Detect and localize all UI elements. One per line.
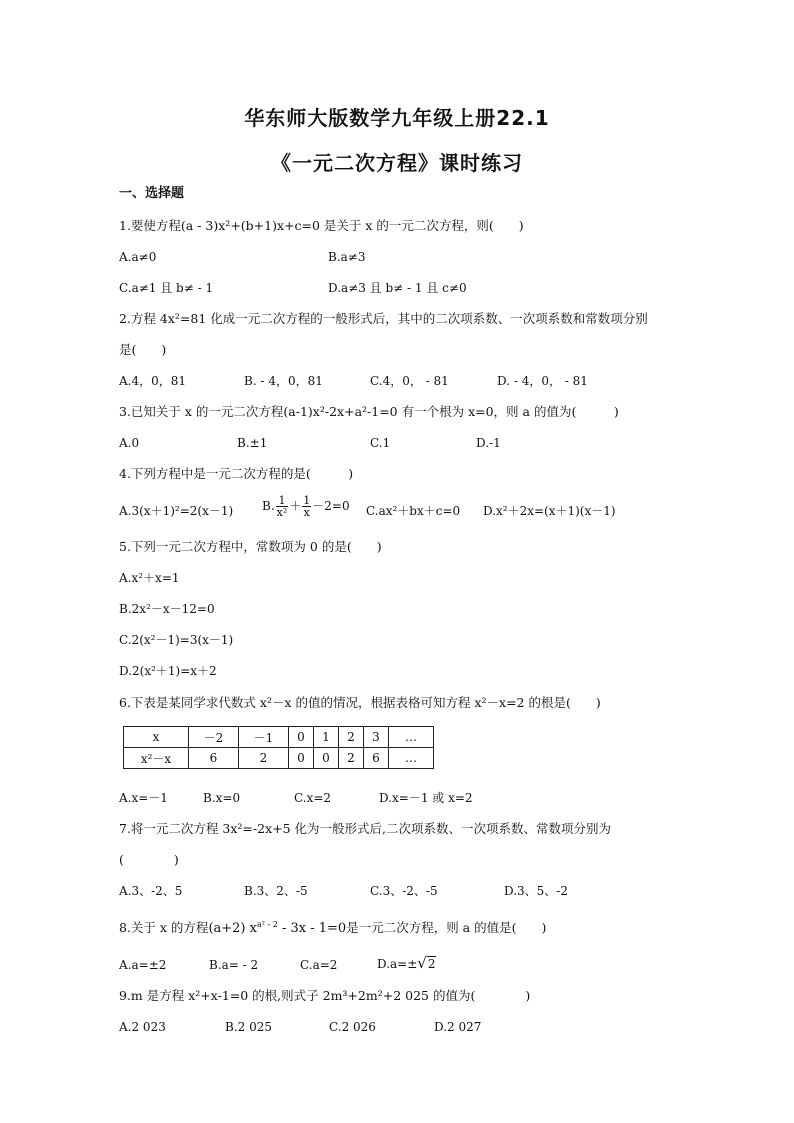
worksheet-title-line2: 《一元二次方程》课时练习 [271,151,523,175]
table-cell: … [389,727,434,748]
question-3-option-a: A.0 [119,436,140,450]
equation-exponent: a² - 2 [256,920,278,929]
question-5-option-c: C.2(x²－1)=3(x－1) [119,633,234,647]
table-cell: 3 [364,727,389,748]
question-5-option-b: B.2x²－x－12=0 [119,602,215,616]
question-8-option-d-prefix: D.a=± [377,957,418,971]
question-8-stem [119,920,546,937]
question-9-option-c: C.2 026 [329,1020,376,1034]
question-5-stem: 5.下列一元二次方程中，常数项为 0 的是( ) [119,539,382,554]
table-cell: 0 [289,727,314,748]
question-8-equation [208,921,346,936]
fraction-1-over-x [302,495,311,518]
question-8-option-a: A.a=±2 [119,958,167,972]
fraction-1-over-x-squared [276,495,289,518]
square-root-symbol: √ [417,954,427,972]
plus-sign: ＋ [289,499,302,513]
question-4-option-d: D.x²＋2x=(x＋1)(x－1) [483,504,616,518]
section-heading: 一、选择题 [119,186,185,201]
fraction-denominator: x [303,506,310,519]
question-7-stem-line1: 7.将一元二次方程 3x²=-2x+5 化为一般形式后,二次项系数、一次项系数、常数项分别为 [119,821,611,836]
table-cell: 6 [364,748,389,769]
question-1-stem: 1.要使方程(a - 3)x²+(b+1)x+c=0 是关于 x 的一元二次方程，则( ) [119,218,524,233]
question-7-option-d: D.3、5、-2 [504,884,568,898]
question-2-option-c: C.4，0， - 81 [370,374,449,388]
table-cell: 2 [339,748,364,769]
question-9-stem: 9.m 是方程 x²+x-1=0 的根,则式子 2m³+2m²+2 025 的值为( ) [119,988,531,1003]
fraction-numerator: 1 [303,494,311,507]
question-4-option-b-suffix: －2=0 [312,499,350,513]
question-5-option-a: A.x²＋x=1 [119,571,180,585]
question-8-option-c: C.a=2 [300,958,338,972]
question-7-option-a: A.3、-2、5 [119,884,183,898]
table-cell: －1 [239,727,289,748]
question-9-option-b: B.2 025 [225,1020,272,1034]
question-2-option-b: B. - 4，0，81 [244,374,323,388]
question-6-option-a: A.x=－1 [119,791,168,805]
question-1-option-a: A.a≠0 [119,250,157,264]
question-2-option-a: A.4，0，81 [119,374,187,388]
fraction-numerator: 1 [276,495,289,507]
question-8-stem-suffix: 是一元二次方程，则 a 的值是( ) [346,920,547,935]
question-9-option-a: A.2 023 [119,1020,166,1034]
table-cell: x²－x [124,748,189,769]
value-table [123,726,434,769]
question-7-stem-line2: ( ) [119,852,179,867]
question-8-option-d [377,955,436,972]
question-6-option-c: C.x=2 [294,791,332,805]
question-5-option-d: D.2(x²＋1)=x＋2 [119,664,217,678]
question-2-option-d: D. - 4，0， - 81 [497,374,588,388]
question-7-option-c: C.3、-2、-5 [370,884,438,898]
question-8-option-b: B.a= - 2 [209,958,259,972]
question-1-option-b: B.a≠3 [328,250,366,264]
question-4-stem: 4.下列方程中是一元二次方程的是( ) [119,466,354,481]
table-cell: x [124,727,189,748]
table-row [124,727,434,748]
question-4-option-a: A.3(x＋1)²=2(x－1) [119,504,234,518]
question-3-option-c: C.1 [370,436,391,450]
table-cell: 2 [239,748,289,769]
question-7-option-b: B.3、2、-5 [244,884,308,898]
question-3-option-b: B.±1 [237,436,268,450]
question-6-option-d: D.x=－1 或 x=2 [379,791,473,805]
table-cell: －2 [189,727,239,748]
worksheet-title-line1: 华东师大版数学九年级上册22.1 [244,106,550,130]
question-3-stem: 3.已知关于 x 的一元二次方程(a-1)x²-2x+a²-1=0 有一个根为 x=0，则 a 的值为( ) [119,404,619,419]
question-6-option-b: B.x=0 [203,791,241,805]
radicand: 2 [427,957,436,971]
question-4-option-b [262,495,350,518]
question-6-stem: 6.下表是某同学求代数式 x²－x 的值的情况，根据表格可知方程 x²－x=2 的根是( ) [119,695,601,710]
table-cell: 0 [289,748,314,769]
equation-base: (a+2) x [208,921,257,936]
question-4-option-b-prefix: B. [262,499,275,513]
table-cell: … [389,748,434,769]
table-row [124,748,434,769]
question-2-stem-line1: 2.方程 4x²=81 化成一元二次方程的一般形式后，其中的二次项系数、一次项系数和常数项分别 [119,311,648,326]
question-3-option-d: D.-1 [476,436,501,450]
question-9-option-d: D.2 027 [434,1020,482,1034]
question-8-stem-prefix: 8.关于 x 的方程 [119,920,209,935]
fraction-denominator: x² [276,506,288,519]
question-1-option-c: C.a≠1 且 b≠ - 1 [119,281,214,295]
question-1-option-d: D.a≠3 且 b≠ - 1 且 c≠0 [328,281,467,295]
table-cell: 2 [339,727,364,748]
table-cell: 6 [189,748,239,769]
table-cell: 1 [314,727,339,748]
question-2-stem-line2: 是( ) [119,342,167,357]
equation-rest: - 3x - 1=0 [277,921,347,936]
table-cell: 0 [314,748,339,769]
question-4-option-c: C.ax²＋bx＋c=0 [366,504,461,518]
